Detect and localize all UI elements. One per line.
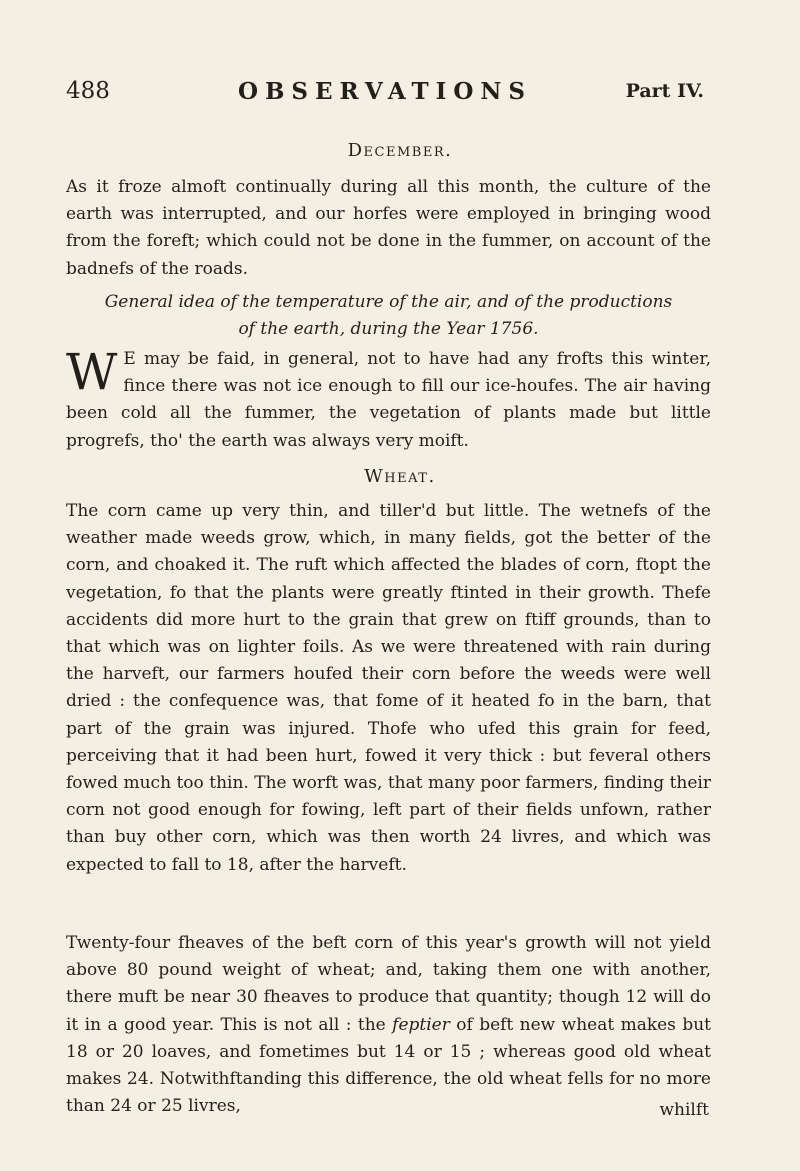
- running-title: OBSERVATIONS: [237, 78, 533, 105]
- wheat-paragraph-1: The corn came up very thin, and tiller'd but little. The wetnefs of the weather made weeds grow, which, in many fields, got the better of the corn, and choaked it. The ruft which affected the blades of corn, ftopt the vegetation, fo that the plants were greatly ftinted in their growth. Thefe accidents did more hurt to the grain that grew on ftiff grounds, than to that which was on lighter foils. As we were threatened with rain during the harveft, our farmers houfed their corn before the weeds were well dried : the confequence was, that fome of it heated fo in the barn, that part of the grain was injured. Thofe who ufed this grain for feed, perceiving that it had been hurt, fowed it very thick : but feveral others fowed much too thin. The worft was, that many poor farmers, finding their corn not good enough for fowing, left part of their fields unfown, rather than buy other corn, which was then worth 24 livres, and which was expected to fall to 18, after the harveft.: [66, 501, 711, 875]
- part-label: Part IV.: [625, 80, 704, 102]
- december-heading: December.: [347, 140, 453, 161]
- catchword: whilft: [659, 1100, 709, 1120]
- wheat-paragraph-2-end: of beft new wheat makes but 18 or 20 loaves, and fometimes but 14 or 15 ; whereas good old wheat makes 24. Notwithftanding this difference, the old wheat fells for no more than 24 or 25 livres,: [66, 1014, 711, 1117]
- general-idea-paragraph: [66, 343, 711, 455]
- running-header: [66, 78, 704, 114]
- general-idea-heading: [66, 289, 711, 343]
- drop-cap: W: [66, 343, 118, 401]
- septier-term: feptier: [392, 1014, 450, 1035]
- wheat-paragraph-2-start: Twenty-four fheaves of the beft corn of this year's growth will not yield above 80 pound weight of wheat; and, taking them one with another, there muft be near 30 fheaves to produce that quantity; though 12 will do it in a good year. This is not all : the: [66, 933, 711, 1035]
- wheat-paragraph-2: [66, 930, 711, 1120]
- general-idea-text: E may be faid, in general, not to have had any frofts this winter, fince there was not ice enough to fill our ice-houfes. The air having been cold all the fummer, the vegetation of plants made but little progrefs, tho' the earth was always very moift.: [66, 349, 711, 451]
- wheat-heading: Wheat.: [364, 466, 436, 487]
- general-idea-heading-line1: General idea of the temperature of the air, and of the productions: [104, 292, 673, 312]
- december-paragraph: As it froze almoft continually during all this month, the culture of the earth was interrupted, and our horfes were employed in bringing wood from the foreft; which could not be done in the fummer, on account of the badnefs of the roads.: [66, 177, 711, 279]
- page-number: 488: [66, 78, 110, 104]
- general-idea-heading-line2: of the earth, during the Year 1756.: [238, 319, 539, 339]
